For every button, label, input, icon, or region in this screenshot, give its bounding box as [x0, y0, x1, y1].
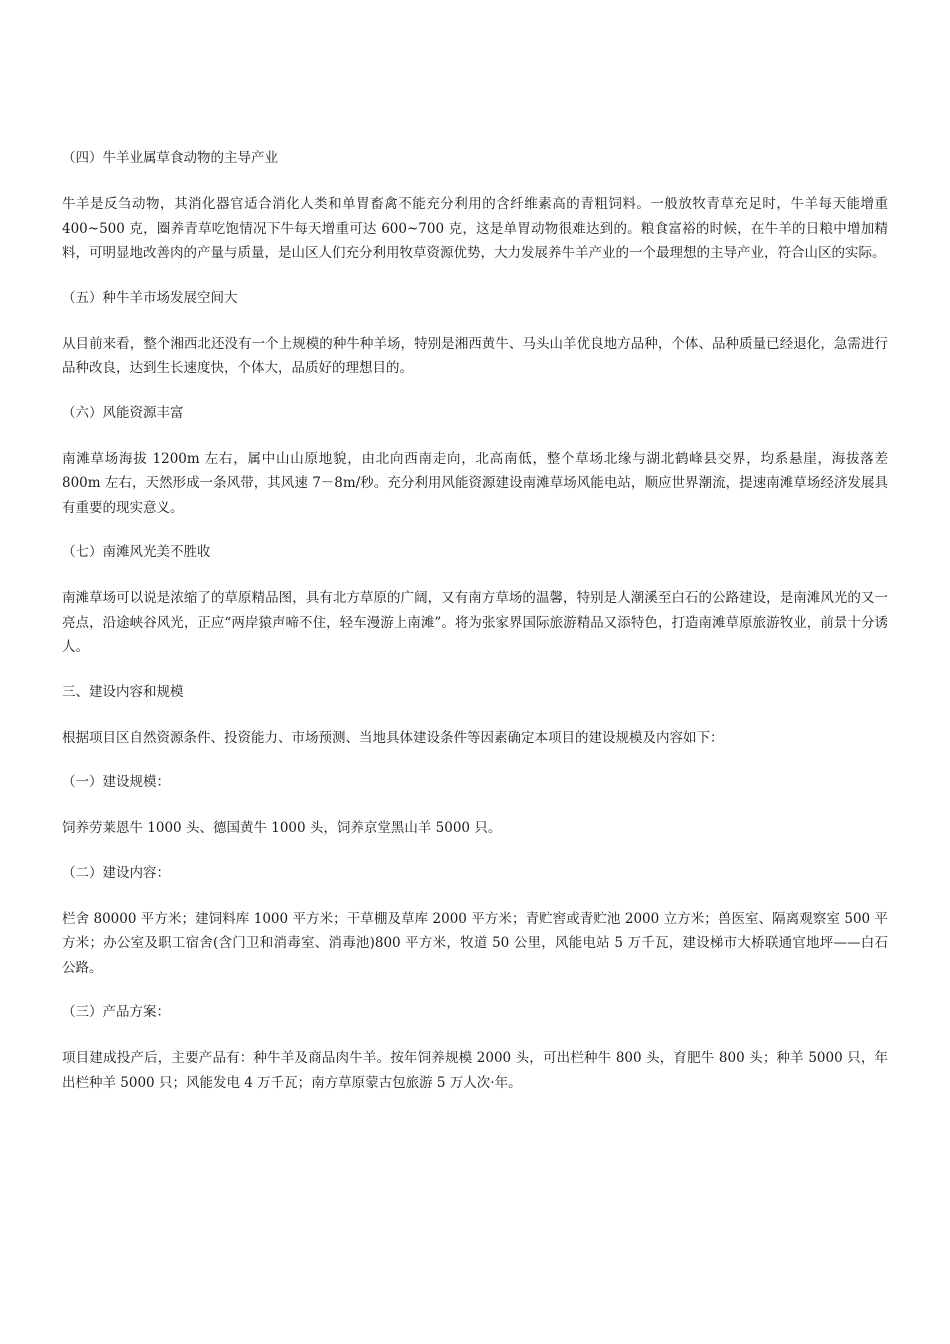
paragraph-wind-resources: 南滩草场海拔 1200m 左右，属中山山原地貌，由北向西南走向，北高南低，整个草场北缘与湖北鹤峰县交界，均系悬崖，海拔落差 800m 左右，天然形成一条风带，其风速 7－8m/秒。充分利用风能资源建设南滩草场风能电站，顺应世界潮流，提速南滩草场经济发展具有重要的现实意义。 [62, 450, 888, 516]
section-heading-6: （六）风能资源丰富 [62, 404, 184, 421]
document-body [62, 146, 888, 1115]
subheading-product-plan: （三）产品方案： [62, 1004, 170, 1020]
paragraph-product-plan: 项目建成投产后，主要产品有：种牛羊及商品肉牛羊。按年饲养规模 2000 头，可出栏种牛 800 头，育肥牛 800 头；种羊 5000 只，年出栏种羊 5000 只；风能发电 4 万千瓦；南方草原蒙古包旅游 5 万人次·年。 [62, 1050, 888, 1091]
paragraph-scenery: 南滩草场可以说是浓缩了的草原精品图，具有北方草原的广阔，又有南方草场的温馨，特别是人潮溪至白石的公路建设，是南滩风光的又一亮点，沿途峡谷风光，正应“两岸猿声啼不住，轻车漫游上南滩”。将为张家界国际旅游精品又添特色，打造南滩草原旅游牧业，前景十分诱人。 [62, 590, 888, 655]
section-heading-5: （五）种牛羊市场发展空间大 [62, 289, 238, 306]
chapter-heading-construction: 三、建设内容和规模 [62, 683, 184, 700]
paragraph-construction-intro: 根据项目区自然资源条件、投资能力、市场预测、当地具体建设条件等因素确定本项目的建设规模及内容如下： [62, 729, 724, 746]
section-heading-7: （七）南滩风光美不胜收 [62, 544, 211, 560]
subheading-scale: （一）建设规模： [62, 774, 170, 790]
paragraph-breeding-market: 从目前来看，整个湘西北还没有一个上规模的种牛种羊场，特别是湘西黄牛、马头山羊优良地方品种，个体、品种质量已经退化，急需进行品种改良，达到生长速度快，个体大，品质好的理想目的。 [62, 335, 888, 376]
subheading-content: （二）建设内容： [62, 864, 170, 881]
paragraph-content: 栏舍 80000 平方米；建饲料库 1000 平方米；干草棚及草库 2000 平方米；青贮窖或青贮池 2000 立方米；兽医室、隔离观察室 500 平方米；办公室及职工宿舍(含门卫和消毒室、消毒池)800 平方米，牧道 50 公里，风能电站 5 万千瓦，建设梯市大桥联通官地坪——白石公路。 [62, 910, 888, 976]
paragraph-scale: 饲养劳莱恩牛 1000 头、德国黄牛 1000 头，饲养京堂黑山羊 5000 只。 [62, 820, 502, 836]
section-heading-4: （四）牛羊业属草食动物的主导产业 [62, 150, 278, 166]
paragraph-cattle-sheep-digestion: 牛羊是反刍动物，其消化器官适合消化人类和单胃畜禽不能充分利用的含纤维素高的青粗饲料。一般放牧青草充足时，牛羊每天能增重 400~500 克，圈养青草吃饱情况下牛每天增重可达 600~700 克，这是单胃动物很难达到的。粮食富裕的时候，在牛羊的日粮中增加精料，可明显地改善肉的产量与质量，是山区人们充分利用牧草资源优势，大力发展养牛羊产业的一个最理想的主导产业，符合山区的实际。 [62, 196, 888, 261]
